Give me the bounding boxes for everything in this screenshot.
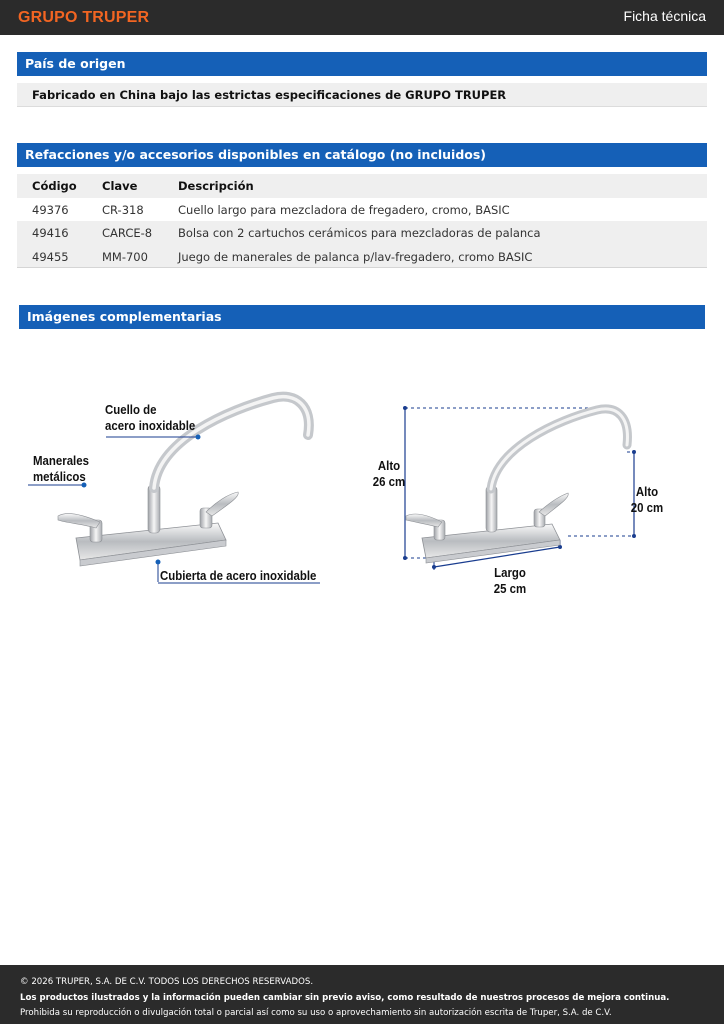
neck-callout <box>105 402 195 434</box>
document-type: Ficha técnica <box>623 8 706 24</box>
part-description: Cuello largo para mezcladora de fregadero, cromo, BASIC <box>178 202 510 217</box>
footer-notice: Los productos ilustrados y la información pueden cambiar sin previo aviso, como resultado de nuestros procesos de mejora continua. <box>20 992 670 1003</box>
deck-callout: Cubierta de acero inoxidable <box>160 568 317 583</box>
neck-callout-line1: Cuello de <box>105 402 157 417</box>
neck-callout-line2: acero inoxidable <box>105 418 196 433</box>
spout-height-value: 20 cm <box>630 500 664 515</box>
part-description: Bolsa con 2 cartuchos cerámicos para mezcladoras de palanca <box>178 226 541 240</box>
footer <box>0 965 724 1024</box>
handles-callout-line1: Manerales <box>33 453 89 468</box>
footer-copyright: © 2026 TRUPER, S.A. DE C.V. TODOS LOS DERECHOS RESERVADOS. <box>20 977 314 987</box>
table-row <box>17 245 707 269</box>
parts-table <box>17 174 707 268</box>
total-height-value: 26 cm <box>372 474 406 489</box>
part-code: 49455 <box>32 249 69 264</box>
width-label: Largo <box>494 565 526 580</box>
top-bar <box>0 0 724 35</box>
total-height-label: Alto <box>377 458 401 473</box>
part-key: CR-318 <box>102 202 144 217</box>
total-height-dimension <box>367 458 411 490</box>
spout-height-label: Alto <box>635 484 659 499</box>
part-description: Juego de manerales de palanca p/lav-fregadero, cromo BASIC <box>178 249 533 264</box>
handles-callout <box>33 453 89 485</box>
faucet-callout-figure <box>28 390 328 590</box>
footer-prohibition: Prohibida su reproducción o divulgación total o parcial así como su uso o aprovechamiento sin autorización escrita de Truper, S.A. de C.V. <box>20 1008 612 1018</box>
spout-height-dimension <box>625 484 669 516</box>
table-row <box>17 198 707 222</box>
parts-section-title: Refacciones y/o accesorios disponibles en catálogo (no incluidos) <box>17 143 707 167</box>
column-header-description: Descripción <box>178 179 254 193</box>
origin-section-title: País de origen <box>17 52 707 76</box>
faucet-dimensions-figure <box>372 390 672 596</box>
origin-text: Fabricado en China bajo las estrictas especificaciones de GRUPO TRUPER <box>17 83 707 107</box>
width-dimension <box>487 565 533 597</box>
images-section-title: Imágenes complementarias <box>19 305 705 329</box>
table-header-row <box>17 174 707 198</box>
brand-logo: GRUPO TRUPER <box>18 9 150 26</box>
table-row <box>17 221 707 245</box>
width-value: 25 cm <box>493 581 527 596</box>
part-code: 49376 <box>32 202 69 217</box>
part-code: 49416 <box>32 226 69 240</box>
part-key: MM-700 <box>102 249 148 264</box>
column-header-key: Clave <box>102 179 138 193</box>
part-key: CARCE-8 <box>102 226 153 240</box>
handles-callout-line2: metálicos <box>33 469 86 484</box>
column-header-code: Código <box>32 179 77 193</box>
